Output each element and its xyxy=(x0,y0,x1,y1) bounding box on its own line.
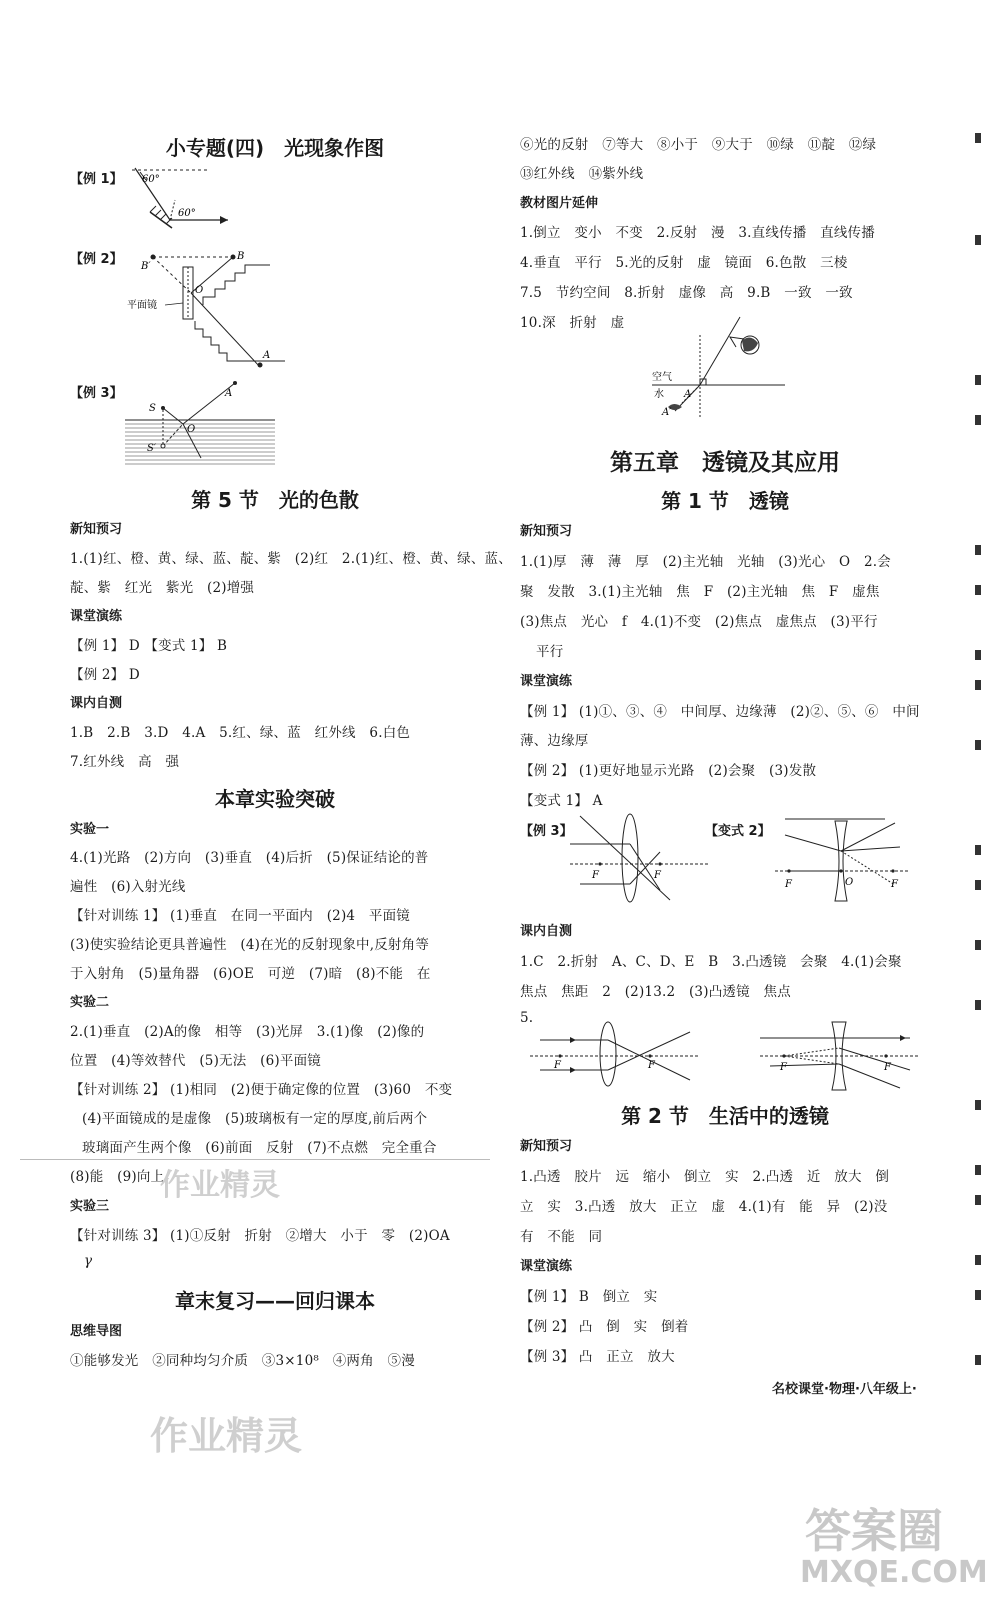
focal-label: F xyxy=(884,1062,891,1073)
answer-line: 5. xyxy=(520,1010,534,1026)
answer-line: 4.垂直 平行 5.光的反射 虚 镜面 6.色散 三棱 xyxy=(520,255,848,271)
focal-label: F xyxy=(592,870,599,881)
section-title-experiments: 本章实验突破 xyxy=(215,787,335,811)
subheading: 课内自测 xyxy=(70,696,123,711)
answer-line: 【例 2】 (1)更好地显示光路 (2)会聚 (3)发散 xyxy=(520,763,817,779)
answer-line: 【例 3】 凸 正立 放大 xyxy=(520,1349,675,1365)
edge-mark xyxy=(975,1255,981,1265)
center-label: O xyxy=(845,877,854,888)
answer-line: 平行 xyxy=(536,644,564,660)
concave-lens-diagram-2 xyxy=(760,1018,920,1093)
focal-label: F xyxy=(654,870,661,881)
edge-mark xyxy=(975,1290,981,1300)
subheading: 课堂演练 xyxy=(70,609,123,624)
answer-line: (4)平面镜成的是虚像 (5)玻璃板有一定的厚度,前后两个 xyxy=(82,1111,428,1127)
focal-label: F xyxy=(891,879,898,890)
answer-line: 1.凸透 胶片 远 缩小 倒立 实 2.凸透 近 放大 倒 xyxy=(520,1169,890,1185)
answer-line: 【例 2】 D xyxy=(70,667,140,683)
subheading: 新知预习 xyxy=(70,522,123,537)
answer-line: 【针对训练 1】 (1)垂直 在同一平面内 (2)4 平面镜 xyxy=(70,908,411,924)
mirror-stairs-diagram xyxy=(125,245,285,370)
point-label: B xyxy=(237,251,245,262)
answer-line: ①能够发光 ②同种均匀介质 ③3×10⁸ ④两角 ⑤漫 xyxy=(70,1353,415,1369)
answer-line: 2.(1)垂直 (2)A的像 相等 (3)光屏 3.(1)像 (2)像的 xyxy=(70,1024,425,1040)
watermark: 作业精灵 xyxy=(160,1168,280,1203)
section-title-special: 小专题(四) 光现象作图 xyxy=(165,136,385,160)
answer-line: 立 实 3.凸透 放大 正立 虚 4.(1)有 能 异 (2)没 xyxy=(520,1199,888,1215)
subheading: 课堂演练 xyxy=(520,1259,573,1274)
answer-line: γ xyxy=(84,1253,93,1269)
edge-mark xyxy=(975,545,981,555)
reflection-diagram-1 xyxy=(120,160,280,235)
point-label: A′ xyxy=(662,407,672,418)
answer-line: 遍性 (6)入射光线 xyxy=(70,879,186,895)
example-label: 【例 2】 xyxy=(70,252,123,267)
answer-line: 【例 1】 B 倒立 实 xyxy=(520,1289,658,1305)
edge-mark xyxy=(975,680,981,690)
watermark: 作业精灵 xyxy=(150,1414,303,1458)
fish-refraction-diagram xyxy=(640,315,785,420)
answer-line: 【例 2】 凸 倒 实 倒着 xyxy=(520,1319,689,1335)
answer-line: 【针对训练 2】 (1)相同 (2)便于确定像的位置 (3)60 不变 xyxy=(70,1082,453,1098)
angle-label: 60° xyxy=(178,208,196,219)
point-label: S′ xyxy=(147,443,157,454)
edge-mark xyxy=(975,1355,981,1365)
page-footer: 名校课堂·物理·八年级上· xyxy=(772,1382,917,1397)
answer-line: (8)能 (9)向上 xyxy=(70,1169,165,1185)
answer-line: 于入射角 (5)量角器 (6)OE 可逆 (7)暗 (8)不能 在 xyxy=(70,966,431,982)
section-title-s1: 第 1 节 透镜 xyxy=(661,489,789,513)
example-label: 【例 3】 xyxy=(70,386,123,401)
answer-line: 1.倒立 变小 不变 2.反射 漫 3.直线传播 直线传播 xyxy=(520,225,875,241)
edge-mark xyxy=(975,235,981,245)
angle-label: 60° xyxy=(142,174,160,185)
focal-label: F xyxy=(780,1062,787,1073)
example-label: 【例 1】 xyxy=(70,172,123,187)
section-title-sec5: 第 5 节 光的色散 xyxy=(191,488,359,512)
watermark-logo: 答案圈 xyxy=(805,1504,943,1558)
answer-line: 薄、边缘厚 xyxy=(520,733,589,749)
answer-line: 1.(1)厚 薄 薄 厚 (2)主光轴 光轴 (3)光心 O 2.会 xyxy=(520,554,891,570)
answer-line: 1.B 2.B 3.D 4.A 5.红、绿、蓝 红外线 6.白色 xyxy=(70,725,411,741)
edge-mark xyxy=(975,845,981,855)
answer-line: 1.(1)红、橙、黄、绿、蓝、靛、紫 (2)红 2.(1)红、橙、黄、绿、蓝、 xyxy=(70,551,512,567)
section-title-s2: 第 2 节 生活中的透镜 xyxy=(621,1104,829,1128)
subheading: 新知预习 xyxy=(520,1139,573,1154)
answer-line: 7.5 节约空间 8.折射 虚像 高 9.B 一致 一致 xyxy=(520,285,853,301)
edge-mark xyxy=(975,740,981,750)
answer-line: (3)焦点 光心 f 4.(1)不变 (2)焦点 虚焦点 (3)平行 xyxy=(520,614,878,630)
answer-line: (3)使实验结论更具普遍性 (4)在光的反射现象中,反射角等 xyxy=(70,937,430,953)
medium-label-water: 水 xyxy=(654,389,664,400)
medium-label-air: 空气 xyxy=(652,372,672,383)
edge-mark xyxy=(975,880,981,890)
edge-mark xyxy=(975,1000,981,1010)
chapter-title: 第五章 透镜及其应用 xyxy=(610,450,840,476)
answer-line: ⑬红外线 ⑭紫外线 xyxy=(520,166,644,182)
subheading: 实验二 xyxy=(70,995,110,1010)
convex-lens-diagram-2 xyxy=(530,1018,700,1088)
subheading: 实验三 xyxy=(70,1199,110,1214)
edge-mark xyxy=(975,415,981,425)
answer-line: 7.红外线 高 强 xyxy=(70,754,180,770)
subheading: 思维导图 xyxy=(70,1324,123,1339)
convex-lens-diagram-1 xyxy=(570,808,710,903)
answer-line: 【针对训练 3】 (1)①反射 折射 ②增大 小于 零 (2)OA xyxy=(70,1228,450,1244)
edge-mark xyxy=(975,940,981,950)
answer-line: 焦点 焦距 2 (2)13.2 (3)凸透镜 焦点 xyxy=(520,984,791,1000)
subheading: 课堂演练 xyxy=(520,674,573,689)
point-label: A xyxy=(225,388,233,399)
focal-label: F xyxy=(785,879,792,890)
subheading: 实验一 xyxy=(70,822,110,837)
point-label: O xyxy=(187,424,196,435)
answer-line: 位置 (4)等效替代 (5)无法 (6)平面镜 xyxy=(70,1053,321,1069)
refraction-diagram xyxy=(125,378,275,473)
concave-lens-diagram-1 xyxy=(775,815,910,905)
edge-mark xyxy=(975,1195,981,1205)
edge-mark xyxy=(975,133,981,143)
answer-line: 4.(1)光路 (2)方向 (3)垂直 (4)后折 (5)保证结论的普 xyxy=(70,850,429,866)
edge-mark xyxy=(975,650,981,660)
subheading: 教材图片延伸 xyxy=(520,196,599,211)
example-label: 【例 3】 xyxy=(520,824,573,839)
point-label: A xyxy=(263,350,271,361)
answer-line: 【变式 1】 A xyxy=(520,793,603,809)
edge-mark xyxy=(975,1165,981,1175)
mirror-label: 平面镜 xyxy=(127,300,157,311)
variant-label: 【变式 2】 xyxy=(705,824,771,839)
point-label: O xyxy=(195,285,204,296)
answer-line: 玻璃面产生两个像 (6)前面 反射 (7)不点燃 完全重合 xyxy=(82,1140,437,1156)
answer-line: 1.C 2.折射 A、C、D、E B 3.凸透镜 会聚 4.(1)会聚 xyxy=(520,954,902,970)
focal-label: F xyxy=(554,1060,561,1071)
edge-mark xyxy=(975,375,981,385)
answer-line: 靛、紫 红光 紫光 (2)增强 xyxy=(70,580,255,596)
watermark-url: MXQE.COM xyxy=(800,1555,988,1590)
point-label: S xyxy=(149,403,156,414)
focal-label: F xyxy=(648,1060,655,1071)
edge-mark xyxy=(975,1100,981,1110)
subheading: 新知预习 xyxy=(520,524,573,539)
answer-line: 有 不能 同 xyxy=(520,1229,603,1245)
point-label: B′ xyxy=(141,261,151,272)
answer-line: 聚 发散 3.(1)主光轴 焦 F (2)主光轴 焦 F 虚焦 xyxy=(520,584,880,600)
point-label: A xyxy=(684,389,692,400)
edge-mark xyxy=(975,585,981,595)
answer-line: 【例 1】 D 【变式 1】 B xyxy=(70,638,228,654)
answer-line: 【例 1】 (1)①、③、④ 中间厚、边缘薄 (2)②、⑤、⑥ 中间 xyxy=(520,704,920,720)
section-title-review: 章末复习——回归课本 xyxy=(175,1289,375,1313)
answer-line: 10.深 折射 虚 xyxy=(520,315,625,331)
answer-line: ⑥光的反射 ⑦等大 ⑧小于 ⑨大于 ⑩绿 ⑪靛 ⑫绿 xyxy=(520,137,877,153)
subheading: 课内自测 xyxy=(520,924,573,939)
